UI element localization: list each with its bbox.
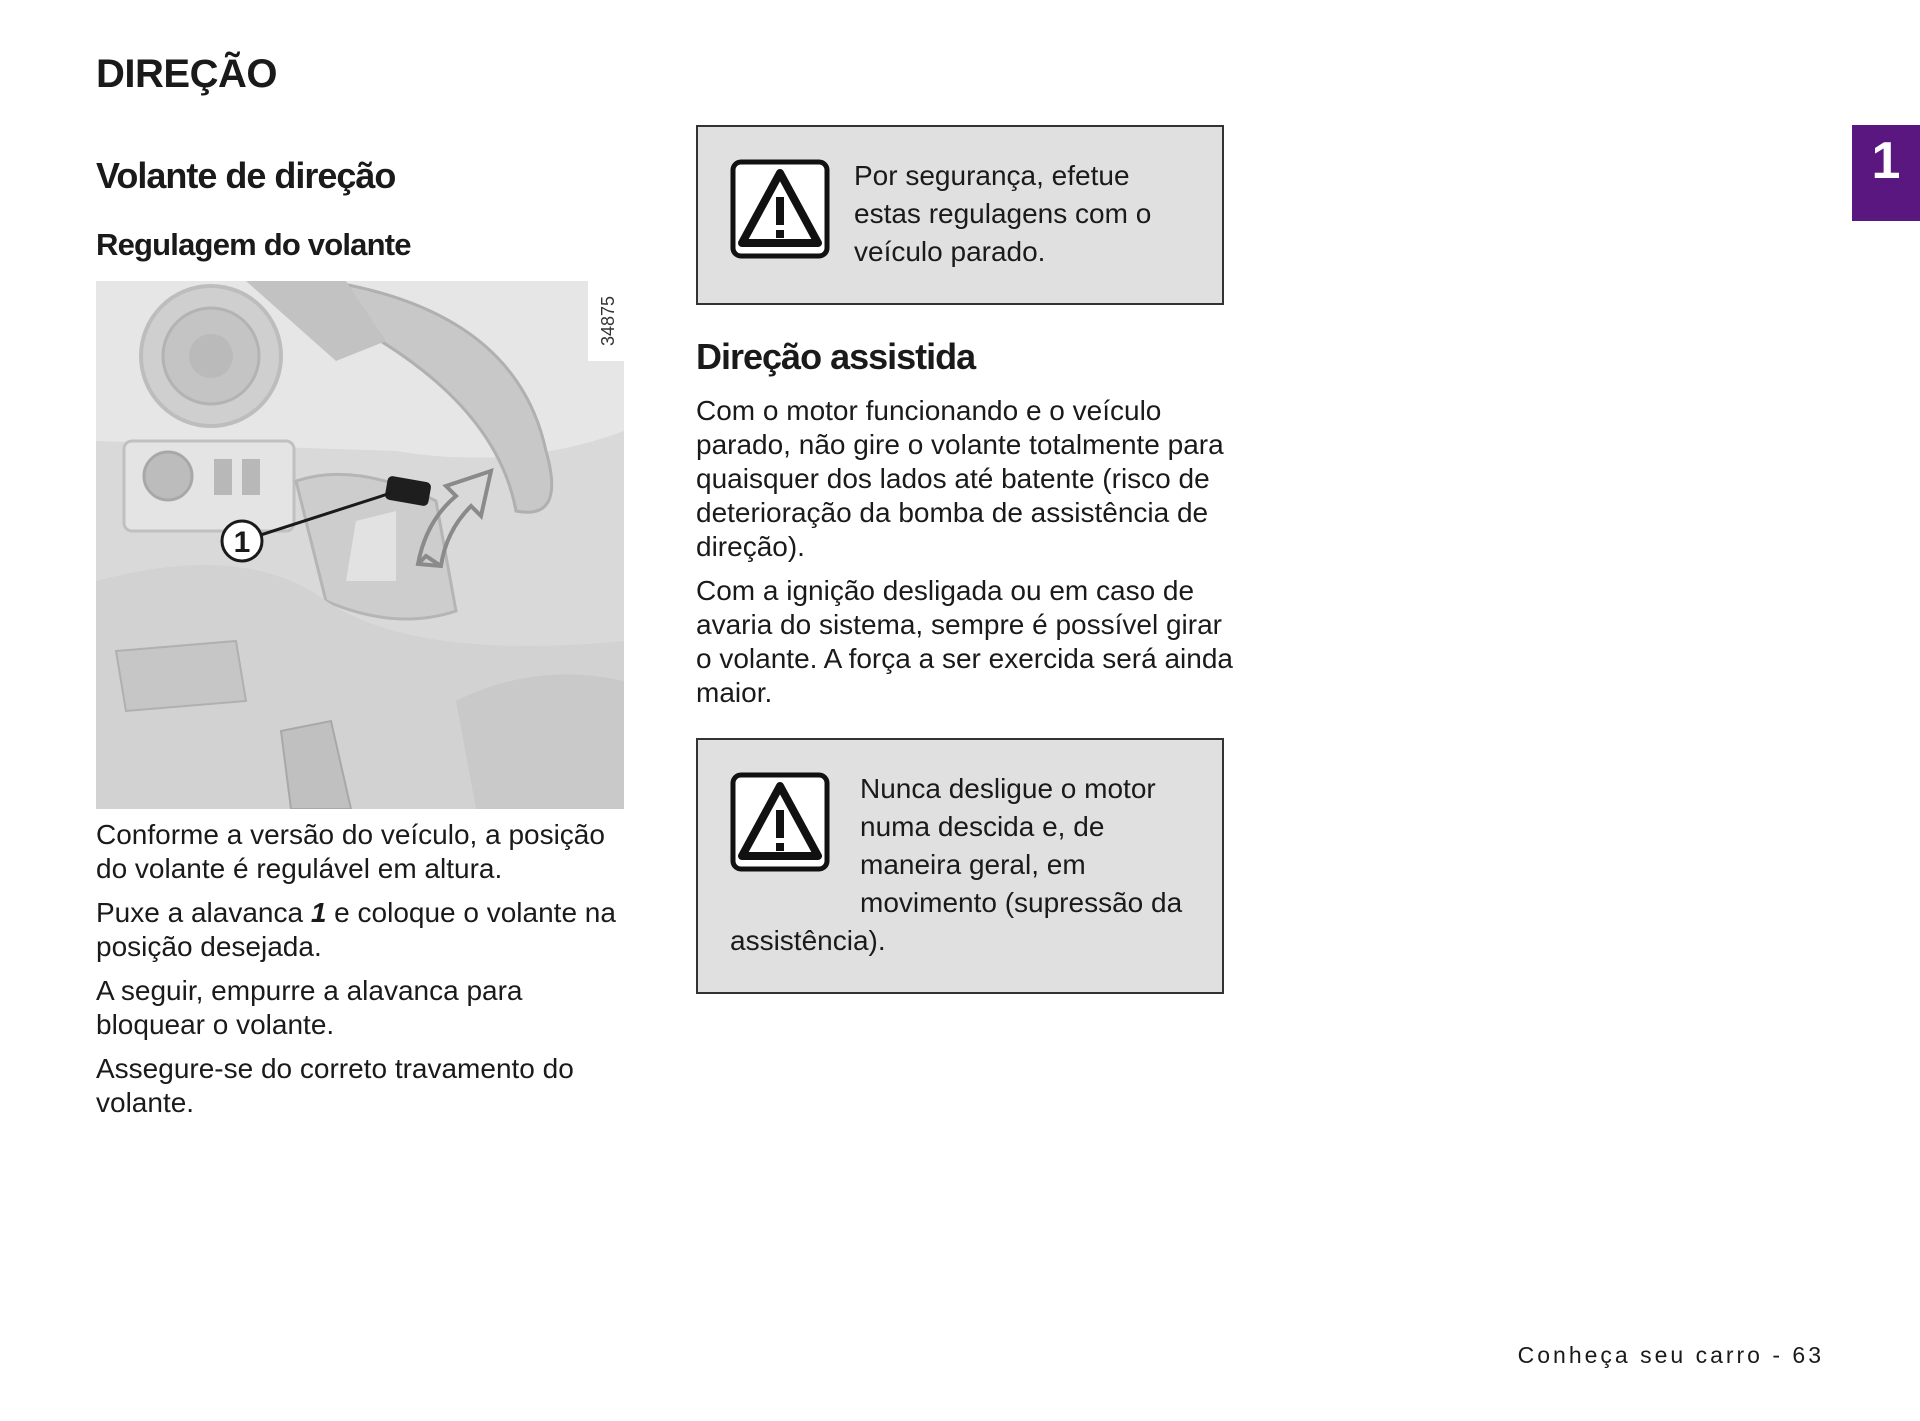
warning-text-engine-off [730,770,1200,960]
paragraph-height-adjustable: Conforme a versão do veículo, a posição do volante é regulável em altura. [96,819,605,884]
warning-box-engine-off [696,738,1224,994]
paragraph-pull-lever [96,896,636,964]
paragraph-push-lever: A seguir, empurre a alavanca para bloquear o volante. [96,975,523,1040]
chapter-number: 1 [1871,132,1901,190]
pull-lever-text-start: Puxe a alavanca [96,897,311,928]
warning-box-safety [696,125,1224,305]
page-title: DIREÇÃO [96,52,277,96]
chapter-tab[interactable] [1852,125,1920,221]
left-body-text [96,818,636,1130]
lever-reference: 1 [310,897,327,928]
figure-reference-number: 34875 [598,295,618,347]
warning-text-engine-off-content: Nunca desligue o motor numa descida e, de maneira geral, em movimento (supressão da assistência). [730,773,1183,956]
warning-text-safety: Por segurança, efetue estas regulagens com o veículo parado. [854,160,1152,267]
steering-illustration-drawing [96,281,624,809]
section-title-steering-wheel: Volante de direção [96,155,396,196]
callout-label: 1 [233,526,251,559]
pull-lever-text-end: e coloque o volante na posição desejada. [96,897,616,962]
icon-text-wrap-spacer [730,770,860,922]
subsection-title-wheel-adjustment: Regulagem do volante [96,227,411,262]
paragraph-do-not-turn-fully: Com o motor funcionando e o veículo parado, não gire o volante totalmente para quaisquer dos lados até batente (risco de deterioração da bomba de assistência de direção). [696,395,1224,562]
warning-triangle-icon [730,159,830,259]
paragraph-ignition-off: Com a ignição desligada ou em caso de avaria do sistema, sempre é possível girar o volante. A força a ser exercida será ainda maior. [696,575,1233,708]
steering-adjustment-illustration [96,281,624,809]
paragraph-ensure-lock: Assegure-se do correto travamento do volante. [96,1053,574,1118]
page-footer: Conheça seu carro - 63 [1517,1342,1824,1368]
section-title-power-steering: Direção assistida [696,336,976,377]
right-body-text [696,394,1236,720]
